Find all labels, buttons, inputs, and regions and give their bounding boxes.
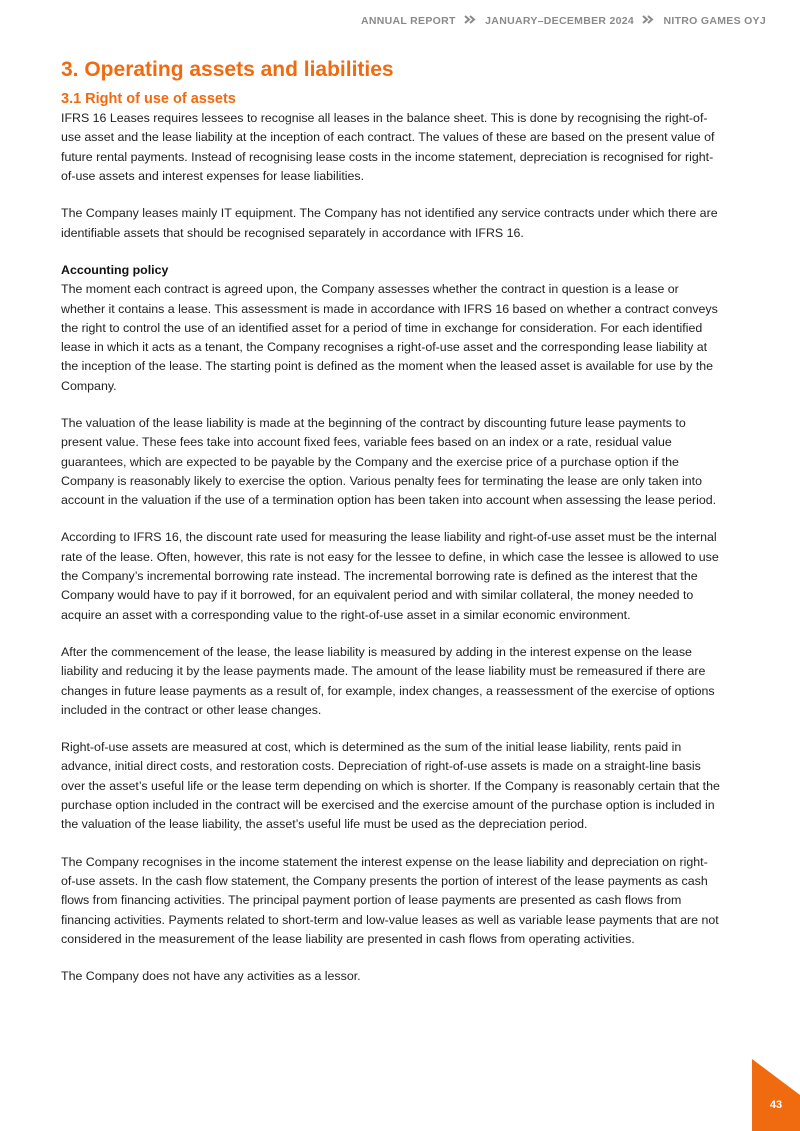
paragraph-cash-flow: The Company recognises in the income statement the interest expense on the lease liability and depreciation on right-of-use assets. In the cash flow statement, the Company presents the portion of interest of the lease payments as cash flows from financing activities. The principal payment portion of lease payments are presented as cash flows from financing activities. Payments related to short-term and low-value leases as well as variable lease payments that are not considered in the measurement of the lease liability are presented in cash flows from operating activities.	[61, 854, 719, 946]
paragraph-lessor: The Company does not have any activities as a lessor.	[61, 969, 361, 984]
double-chevron-icon	[464, 15, 477, 27]
header-period-label: JANUARY–DECEMBER 2024	[485, 15, 635, 27]
running-header	[361, 15, 766, 27]
paragraph-discount-rate: According to IFRS 16, the discount rate used for measuring the lease liability and right-of-use asset must be the internal rate of the lease. Often, however, this rate is not easy for the lessee to define, in which case the lessee is allowed to use the Company’s incremental borrowing rate instead. The incremental borrowing rate is defined as the interest that the Company would have to pay if it borrowed, for an equivalent period and with similar collateral, the money needed to acquire an asset with a corresponding value to the right-of-use asset in a similar economic environment.	[61, 530, 719, 622]
accounting-policy-heading: Accounting policy	[61, 262, 169, 277]
page-number-tab	[752, 1059, 800, 1131]
page-content	[61, 56, 721, 986]
header-company-label: NITRO GAMES OYJ	[663, 15, 766, 27]
page-number: 43	[769, 1099, 783, 1111]
paragraph-ifrs16-intro: IFRS 16 Leases requires lessees to recognise all leases in the balance sheet. This is done by recognising the right-of-use asset and the lease liability at the inception of each contract. The values of these are based on the present value of future rental payments. Instead of recognising lease costs in the income statement, depreciation is recognised for right-of-use assets and interest expenses for lease liabilities.	[61, 111, 715, 184]
paragraph-remeasurement: After the commencement of the lease, the lease liability is measured by adding in the interest expense on the lease liability and reducing it by the lease payments made. The amount of the lease liability must be remeasured if there are changes in future lease payments as a result of, for example, index changes, a reassessment of the exercise of options included in the contract or other lease changes.	[61, 644, 715, 717]
orange-corner-shape	[752, 1059, 800, 1131]
paragraph-right-of-use-cost: Right-of-use assets are measured at cost, which is determined as the sum of the initial lease liability, rents paid in advance, initial direct costs, and restoration costs. Depreciation of right-of-use assets is made on a straight-line basis over the asset’s useful life or the lease term depending on which is shorter. If the Company is reasonably certain that the purchase option included in the contract will be exercised and the exercise amount of the purchase option is included in the valuation of the lease liability, the asset’s useful life must be used as the depreciation period.	[61, 740, 720, 832]
page-title: 3. Operating assets and liabilities	[61, 58, 394, 81]
section-subtitle: 3.1 Right of use of assets	[61, 91, 236, 108]
paragraph-valuation: The valuation of the lease liability is made at the beginning of the contract by discounting future lease payments to present value. These fees take into account fixed fees, variable fees based on an index or a rate, residual value guarantees, which are expected to be payable by the Company and the exercise price of a purchase option if the Company is reasonably likely to exercise the option. Various penalty fees for terminating the lease are only taken into account in the valuation if the use of a termination option has been taken into account when assessing the lease period.	[61, 416, 717, 508]
double-chevron-icon	[642, 15, 655, 27]
header-report-label: ANNUAL REPORT	[361, 15, 456, 27]
paragraph-leases-it: The Company leases mainly IT equipment. The Company has not identified any service contracts under which there are identifiable assets that should be recognised separately in accordance with IFRS 16.	[61, 206, 718, 240]
paragraph-assessment: The moment each contract is agreed upon, the Company assesses whether the contract in question is a lease or whether it contains a lease. This assessment is made in accordance with IFRS 16 based on whether a contract conveys the right to control the use of an identified asset for a period of time in exchange for consideration. For each identified lease in which it acts as a tenant, the Company recognises a right-of-use asset and the corresponding lease liability at the inception of the lease. The starting point is defined as the moment when the leased asset is available for use by the Company.	[61, 282, 718, 393]
